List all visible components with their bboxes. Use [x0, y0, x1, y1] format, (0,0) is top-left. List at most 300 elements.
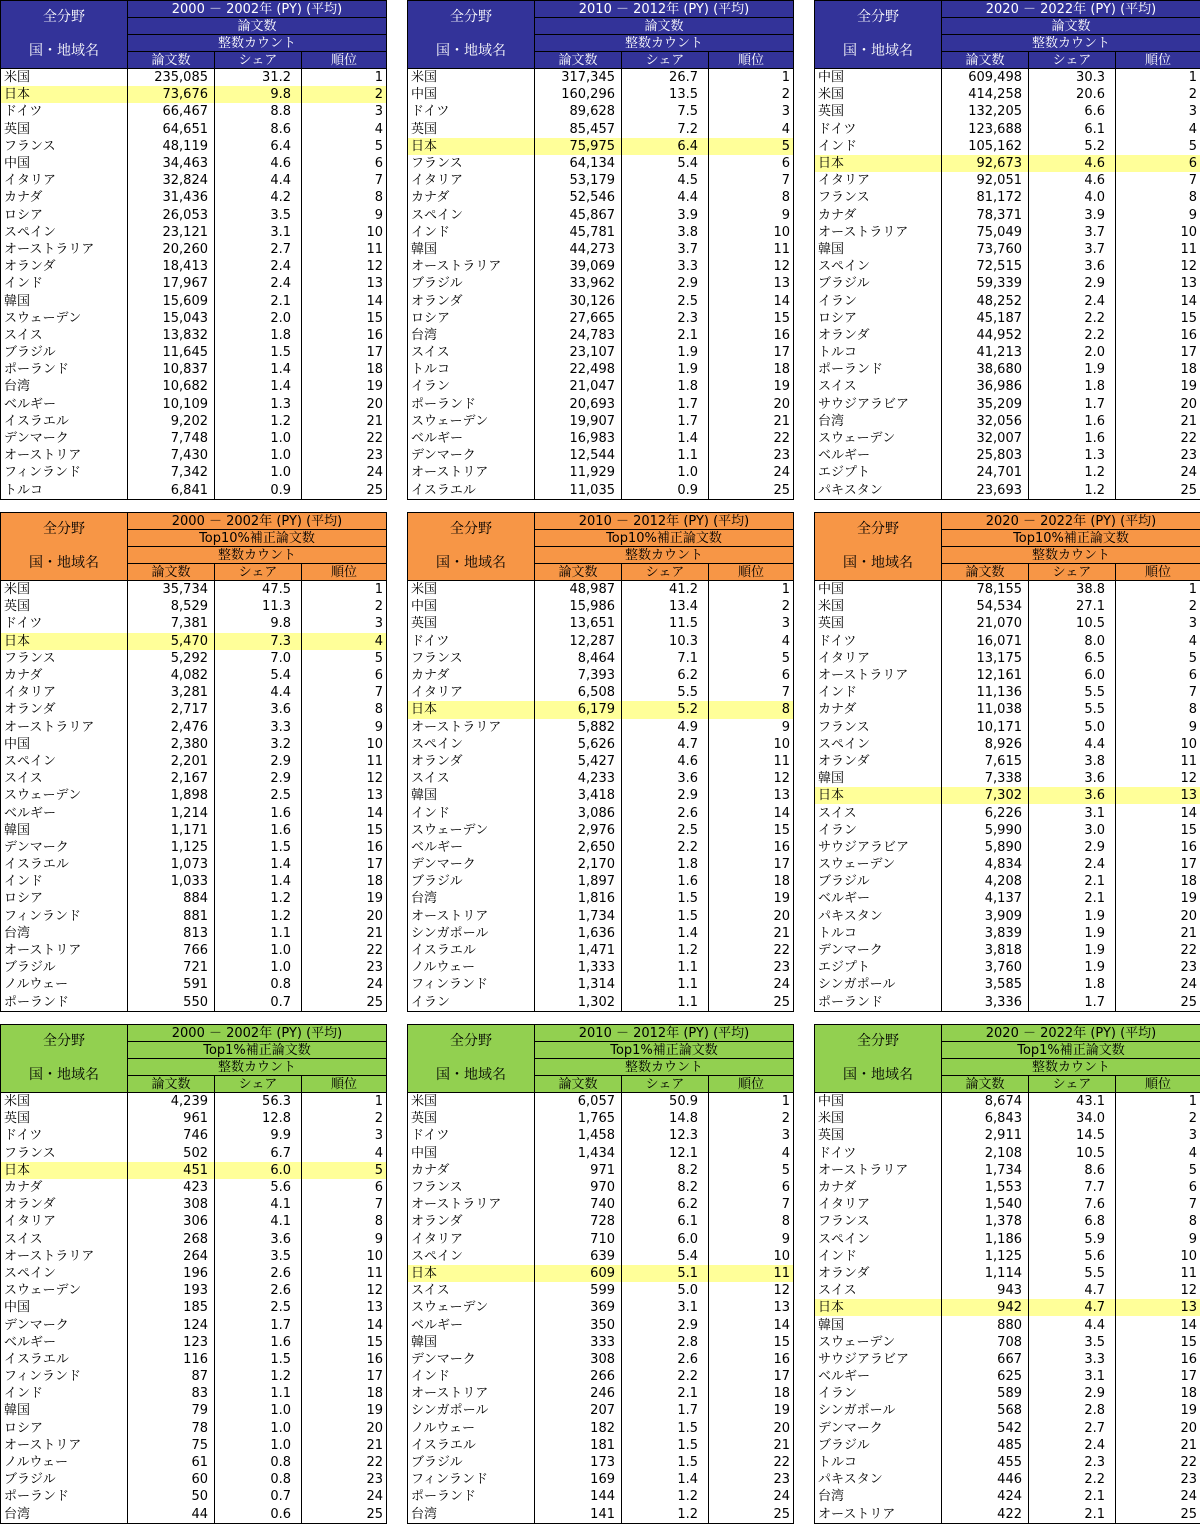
- rank-value: 5: [302, 650, 387, 667]
- table-row: [815, 1488, 1200, 1505]
- count-column-header: 論文数: [942, 1076, 1029, 1093]
- table-row: [1, 1368, 387, 1385]
- table-body: [1, 1093, 387, 1524]
- table-row: [815, 327, 1200, 344]
- share-value: 2.4: [1029, 1437, 1116, 1454]
- table-body: [408, 1093, 794, 1524]
- table-row: [408, 1145, 794, 1162]
- table-row: [815, 1179, 1200, 1196]
- share-value: 2.9: [622, 787, 709, 804]
- table-row: [408, 719, 794, 736]
- paper-count: 160,296: [535, 86, 622, 103]
- metric-label: 論文数: [942, 18, 1200, 35]
- paper-count: 5,990: [942, 822, 1029, 839]
- country-name: 韓国: [815, 770, 942, 787]
- rank-value: 22: [1116, 942, 1200, 959]
- country-name: トルコ: [408, 361, 535, 378]
- country-name: オーストリア: [408, 1385, 535, 1402]
- share-value: 6.2: [622, 667, 709, 684]
- table-row: [1, 1162, 387, 1179]
- country-name: フランス: [815, 189, 942, 206]
- country-name: スウェーデン: [408, 1299, 535, 1316]
- table-row: [815, 1454, 1200, 1471]
- country-name: サウジアラビア: [815, 839, 942, 856]
- country-name: インド: [408, 1368, 535, 1385]
- table-row: [408, 787, 794, 804]
- table-row: [408, 1385, 794, 1402]
- share-value: 4.4: [1029, 1316, 1116, 1333]
- paper-count: 132,205: [942, 103, 1029, 120]
- share-value: 1.5: [622, 908, 709, 925]
- country-name: オーストリア: [1, 447, 128, 464]
- share-value: 13.5: [622, 86, 709, 103]
- counting-method-label: 整数カウント: [535, 1059, 794, 1076]
- country-name: カナダ: [815, 701, 942, 718]
- share-value: 1.2: [215, 1368, 302, 1385]
- country-name: 韓国: [815, 241, 942, 258]
- paper-count: 26,053: [128, 207, 215, 224]
- paper-count: 3,760: [942, 959, 1029, 976]
- country-name: 台湾: [408, 1506, 535, 1524]
- share-value: 5.5: [1029, 1265, 1116, 1282]
- country-name: イタリア: [408, 1231, 535, 1248]
- share-value: 2.9: [1029, 839, 1116, 856]
- country-name: スイス: [815, 804, 942, 821]
- count-column-header: 論文数: [535, 564, 622, 581]
- paper-count: 25,803: [942, 447, 1029, 464]
- table-row: [815, 224, 1200, 241]
- rank-value: 5: [1116, 138, 1200, 155]
- count-column-header: 論文数: [942, 52, 1029, 69]
- share-value: 8.6: [215, 121, 302, 138]
- paper-count: 5,890: [942, 839, 1029, 856]
- rank-value: 15: [1116, 822, 1200, 839]
- rank-value: 3: [709, 615, 794, 632]
- table-row: [408, 1351, 794, 1368]
- share-value: 1.8: [622, 856, 709, 873]
- country-name: パキスタン: [815, 908, 942, 925]
- field-label: 全分野: [1, 1, 128, 35]
- table-row: [1, 413, 387, 430]
- paper-count: 451: [128, 1162, 215, 1179]
- paper-count: 6,057: [535, 1093, 622, 1111]
- rank-column-header: 順位: [302, 564, 387, 581]
- share-value: 4.4: [622, 189, 709, 206]
- paper-count: 708: [942, 1334, 1029, 1351]
- rank-value: 3: [1116, 615, 1200, 632]
- country-name: ドイツ: [815, 121, 942, 138]
- share-value: 1.5: [622, 1437, 709, 1454]
- table-row: [408, 464, 794, 481]
- table-row: [815, 1385, 1200, 1402]
- share-value: 2.4: [1029, 292, 1116, 309]
- paper-count: 542: [942, 1420, 1029, 1437]
- country-name: カナダ: [408, 1162, 535, 1179]
- paper-count: 73,676: [128, 86, 215, 103]
- country-name: スペイン: [815, 736, 942, 753]
- rank-value: 25: [709, 1506, 794, 1524]
- country-name: ドイツ: [815, 1145, 942, 1162]
- paper-count: 75,049: [942, 224, 1029, 241]
- rank-value: 7: [1116, 684, 1200, 701]
- country-name: インド: [815, 684, 942, 701]
- country-name: オランダ: [1, 258, 128, 275]
- paper-count: 59,339: [942, 275, 1029, 292]
- share-value: 12.3: [622, 1127, 709, 1144]
- rank-value: 24: [1116, 976, 1200, 993]
- rank-value: 20: [1116, 1420, 1200, 1437]
- share-value: 6.4: [622, 138, 709, 155]
- rank-value: 14: [1116, 292, 1200, 309]
- rank-value: 10: [709, 736, 794, 753]
- table-row: [815, 172, 1200, 189]
- table-row: [815, 1351, 1200, 1368]
- table-row: [1, 327, 387, 344]
- share-value: 3.1: [622, 1299, 709, 1316]
- country-name: 日本: [408, 1265, 535, 1282]
- country-name: フランス: [1, 650, 128, 667]
- paper-count: 2,201: [128, 753, 215, 770]
- table-row: [1, 1231, 387, 1248]
- share-value: 3.6: [1029, 770, 1116, 787]
- country-name: スイス: [1, 770, 128, 787]
- paper-count: 75: [128, 1437, 215, 1454]
- paper-count: 1,125: [128, 839, 215, 856]
- share-value: 4.4: [215, 684, 302, 701]
- ranking-table: [0, 512, 387, 1012]
- share-value: 1.2: [1029, 482, 1116, 500]
- share-value: 1.5: [622, 1454, 709, 1471]
- paper-count: 813: [128, 925, 215, 942]
- rank-value: 22: [302, 942, 387, 959]
- paper-count: 308: [128, 1196, 215, 1213]
- table-row: [408, 344, 794, 361]
- metric-label: Top10%補正論文数: [128, 530, 387, 547]
- paper-count: 38,680: [942, 361, 1029, 378]
- country-name: イタリア: [408, 684, 535, 701]
- country-name: 中国: [815, 1093, 942, 1111]
- paper-count: 48,119: [128, 138, 215, 155]
- table-row: [408, 1213, 794, 1230]
- share-value: 2.3: [622, 310, 709, 327]
- table-row: [1, 908, 387, 925]
- country-name: イラン: [408, 994, 535, 1012]
- rank-value: 17: [1116, 1368, 1200, 1385]
- table-row: [1, 1196, 387, 1213]
- share-value: 31.2: [215, 69, 302, 87]
- country-name: オランダ: [408, 1213, 535, 1230]
- country-name: オランダ: [408, 753, 535, 770]
- paper-count: 8,926: [942, 736, 1029, 753]
- share-value: 6.2: [622, 1196, 709, 1213]
- rank-value: 6: [302, 1179, 387, 1196]
- rank-value: 6: [709, 1179, 794, 1196]
- country-name: トルコ: [815, 344, 942, 361]
- table-row: [408, 224, 794, 241]
- share-value: 7.1: [622, 650, 709, 667]
- count-column-header: 論文数: [942, 564, 1029, 581]
- share-column-header: シェア: [1029, 52, 1116, 69]
- country-name: ブラジル: [408, 1454, 535, 1471]
- rank-value: 10: [709, 224, 794, 241]
- paper-count: 2,380: [128, 736, 215, 753]
- rank-value: 2: [302, 598, 387, 615]
- share-value: 6.0: [1029, 667, 1116, 684]
- country-name: デンマーク: [1, 1316, 128, 1333]
- country-name: デンマーク: [1, 839, 128, 856]
- share-value: 2.1: [622, 327, 709, 344]
- table-row: [815, 667, 1200, 684]
- paper-count: 268: [128, 1231, 215, 1248]
- share-value: 1.4: [215, 856, 302, 873]
- country-name: イタリア: [1, 172, 128, 189]
- paper-count: 1,214: [128, 804, 215, 821]
- rank-value: 6: [1116, 667, 1200, 684]
- paper-count: 369: [535, 1299, 622, 1316]
- table-row: [1, 650, 387, 667]
- share-value: 1.9: [1029, 942, 1116, 959]
- table-body: [408, 69, 794, 500]
- table-row: [815, 908, 1200, 925]
- rank-value: 5: [709, 650, 794, 667]
- country-name: カナダ: [1, 189, 128, 206]
- table-row: [408, 753, 794, 770]
- table-row: [408, 1162, 794, 1179]
- country-name: フィンランド: [1, 464, 128, 481]
- rank-value: 12: [302, 1282, 387, 1299]
- table-row: [408, 361, 794, 378]
- paper-count: 73,760: [942, 241, 1029, 258]
- rank-value: 22: [709, 430, 794, 447]
- country-name: ポーランド: [408, 1488, 535, 1505]
- paper-count: 7,302: [942, 787, 1029, 804]
- table-row: [1, 344, 387, 361]
- rank-value: 20: [1116, 908, 1200, 925]
- table-row: [408, 890, 794, 907]
- table-row: [815, 482, 1200, 500]
- table-row: [1, 1127, 387, 1144]
- share-value: 3.1: [1029, 1368, 1116, 1385]
- table-row: [815, 1282, 1200, 1299]
- share-value: 2.4: [215, 275, 302, 292]
- country-name: ブラジル: [408, 873, 535, 890]
- paper-count: 53,179: [535, 172, 622, 189]
- paper-count: 1,033: [128, 873, 215, 890]
- country-name: オーストリア: [1, 1437, 128, 1454]
- table-row: [1, 310, 387, 327]
- table-row: [815, 598, 1200, 615]
- country-name: ブラジル: [1, 959, 128, 976]
- table-row: [815, 344, 1200, 361]
- share-value: 7.3: [215, 633, 302, 650]
- table-row: [1, 959, 387, 976]
- table-row: [1, 189, 387, 206]
- rank-value: 19: [1116, 890, 1200, 907]
- country-name: オーストラリア: [408, 1196, 535, 1213]
- country-name: インド: [1, 873, 128, 890]
- share-value: 1.9: [1029, 959, 1116, 976]
- share-value: 2.7: [215, 241, 302, 258]
- field-label: 全分野: [815, 513, 942, 547]
- country-name: ドイツ: [1, 615, 128, 632]
- rank-value: 19: [302, 890, 387, 907]
- share-value: 4.6: [1029, 172, 1116, 189]
- table-row: [1, 292, 387, 309]
- share-value: 5.6: [215, 1179, 302, 1196]
- paper-count: 306: [128, 1213, 215, 1230]
- rank-value: 16: [1116, 327, 1200, 344]
- rank-value: 2: [1116, 86, 1200, 103]
- rank-value: 11: [709, 753, 794, 770]
- table-row: [408, 1506, 794, 1524]
- paper-count: 89,628: [535, 103, 622, 120]
- table-row: [408, 942, 794, 959]
- rank-value: 9: [709, 207, 794, 224]
- country-name: スイス: [1, 327, 128, 344]
- table-row: [815, 69, 1200, 87]
- paper-count: 971: [535, 1162, 622, 1179]
- table-row: [815, 959, 1200, 976]
- share-value: 1.4: [215, 378, 302, 395]
- table-row: [1, 873, 387, 890]
- country-name: スウェーデン: [815, 430, 942, 447]
- share-value: 3.8: [622, 224, 709, 241]
- table-row: [1, 1471, 387, 1488]
- country-name: ベルギー: [1, 396, 128, 413]
- country-name: ロシア: [1, 1420, 128, 1437]
- paper-count: 32,824: [128, 172, 215, 189]
- share-value: 1.1: [622, 959, 709, 976]
- rank-value: 21: [302, 1437, 387, 1454]
- share-value: 1.1: [215, 1385, 302, 1402]
- table-row: [1, 378, 387, 395]
- rank-value: 1: [302, 1093, 387, 1111]
- share-value: 1.0: [215, 942, 302, 959]
- table-row: [815, 615, 1200, 632]
- country-name: 台湾: [1, 1506, 128, 1524]
- paper-count: 23,121: [128, 224, 215, 241]
- country-name: インド: [1, 275, 128, 292]
- country-name: スペイン: [408, 736, 535, 753]
- country-name: イタリア: [815, 1196, 942, 1213]
- share-value: 2.9: [1029, 1385, 1116, 1402]
- table-row: [815, 1093, 1200, 1111]
- table-row: [815, 1127, 1200, 1144]
- country-name: イスラエル: [408, 1437, 535, 1454]
- table-row: [1, 482, 387, 500]
- paper-count: 11,929: [535, 464, 622, 481]
- paper-count: 1,114: [942, 1265, 1029, 1282]
- country-name: ベルギー: [815, 447, 942, 464]
- rank-value: 3: [302, 1127, 387, 1144]
- share-value: 2.1: [215, 292, 302, 309]
- share-value: 34.0: [1029, 1110, 1116, 1127]
- share-value: 2.5: [622, 292, 709, 309]
- paper-count: 10,171: [942, 719, 1029, 736]
- paper-count: 75,975: [535, 138, 622, 155]
- country-name: インド: [815, 138, 942, 155]
- table-row: [1, 615, 387, 632]
- country-name: フィンランド: [1, 908, 128, 925]
- rank-value: 19: [1116, 378, 1200, 395]
- paper-count: 1,333: [535, 959, 622, 976]
- rank-value: 24: [709, 464, 794, 481]
- rank-value: 15: [302, 310, 387, 327]
- rank-value: 1: [1116, 1093, 1200, 1111]
- country-name: ベルギー: [408, 1316, 535, 1333]
- rank-value: 19: [709, 1402, 794, 1419]
- share-value: 1.5: [215, 344, 302, 361]
- rank-value: 24: [1116, 464, 1200, 481]
- rank-value: 4: [709, 121, 794, 138]
- paper-count: 81,172: [942, 189, 1029, 206]
- rank-value: 20: [302, 908, 387, 925]
- table-row: [1, 1334, 387, 1351]
- country-name: 台湾: [815, 1488, 942, 1505]
- rank-value: 18: [1116, 1385, 1200, 1402]
- country-name: イスラエル: [1, 1351, 128, 1368]
- share-value: 2.9: [622, 1316, 709, 1333]
- share-value: 1.8: [622, 378, 709, 395]
- table-row: [1, 994, 387, 1012]
- paper-count: 423: [128, 1179, 215, 1196]
- paper-count: 1,302: [535, 994, 622, 1012]
- rank-value: 24: [302, 1488, 387, 1505]
- share-value: 4.1: [215, 1213, 302, 1230]
- paper-count: 193: [128, 1282, 215, 1299]
- rank-value: 11: [709, 1265, 794, 1282]
- table-header: [408, 513, 794, 581]
- table-row: [1, 1299, 387, 1316]
- rank-value: 8: [302, 701, 387, 718]
- country-name: オーストリア: [408, 908, 535, 925]
- paper-count: 1,553: [942, 1179, 1029, 1196]
- rank-value: 13: [302, 1299, 387, 1316]
- country-name: オーストラリア: [408, 258, 535, 275]
- rank-value: 9: [302, 1231, 387, 1248]
- share-value: 2.6: [622, 1351, 709, 1368]
- country-name: イタリア: [815, 650, 942, 667]
- paper-count: 123,688: [942, 121, 1029, 138]
- paper-count: 12,544: [535, 447, 622, 464]
- table-row: [815, 1265, 1200, 1282]
- share-value: 14.5: [1029, 1127, 1116, 1144]
- paper-count: 1,636: [535, 925, 622, 942]
- country-name: ポーランド: [1, 361, 128, 378]
- table-row: [408, 615, 794, 632]
- table-row: [1, 1385, 387, 1402]
- paper-count: 446: [942, 1471, 1029, 1488]
- paper-count: 19,907: [535, 413, 622, 430]
- rank-value: 20: [709, 1420, 794, 1437]
- paper-count: 17,967: [128, 275, 215, 292]
- country-name: スイス: [1, 1231, 128, 1248]
- table-row: [408, 1437, 794, 1454]
- country-name: シンガポール: [815, 1402, 942, 1419]
- share-value: 2.8: [622, 1334, 709, 1351]
- share-value: 1.2: [215, 413, 302, 430]
- country-name: デンマーク: [408, 1351, 535, 1368]
- paper-count: 589: [942, 1385, 1029, 1402]
- paper-count: 308: [535, 1351, 622, 1368]
- country-name: インド: [408, 804, 535, 821]
- table-row: [408, 1282, 794, 1299]
- paper-count: 485: [942, 1437, 1029, 1454]
- table-row: [408, 413, 794, 430]
- share-column-header: シェア: [215, 52, 302, 69]
- table-row: [408, 447, 794, 464]
- country-name: スウェーデン: [815, 856, 942, 873]
